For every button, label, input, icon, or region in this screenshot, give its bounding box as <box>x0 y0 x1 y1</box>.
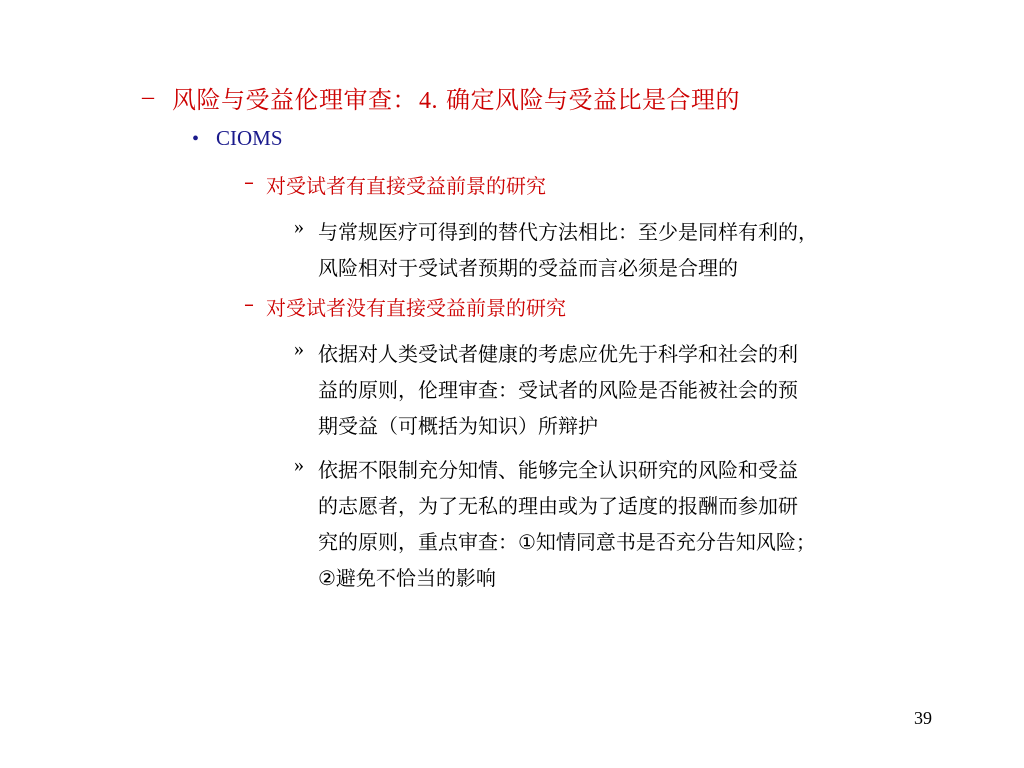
section-b-item-line: 的志愿者，为了无私的理由或为了适度的报酬而参加研 <box>318 494 798 518</box>
section-b-item-line: 益的原则，伦理审查：受试者的风险是否能被社会的预 <box>318 378 798 402</box>
section-b-title: 对受试者没有直接受益前景的研究 <box>266 296 566 320</box>
dot-bullet: • <box>192 128 200 150</box>
slide-heading <box>172 80 740 115</box>
section-a-item-line: 风险相对于受试者预期的受益而言必须是合理的 <box>318 256 738 280</box>
heading-number: 4. <box>419 88 438 114</box>
heading-label: 风险与受益伦理审查： <box>172 86 417 114</box>
dash-bullet: – <box>244 292 254 316</box>
chevron-bullet: » <box>294 454 304 476</box>
chevron-bullet: » <box>294 216 304 238</box>
section-b-item-line: 依据对人类受试者健康的考虑应优先于科学和社会的利 <box>318 342 798 366</box>
dash-bullet: – <box>244 170 254 194</box>
dash-bullet: – <box>142 84 154 110</box>
section-b-item-line: 期受益（可概括为知识）所辩护 <box>318 414 598 438</box>
chevron-bullet: » <box>294 338 304 360</box>
section-a-item-line: 与常规医疗可得到的替代方法相比：至少是同样有利的， <box>318 220 818 244</box>
section-b-item-line: 依据不限制充分知情、能够完全认识研究的风险和受益 <box>318 458 798 482</box>
section-b-item-line: ②避免不恰当的影响 <box>318 566 496 590</box>
section-b-item-line: 究的原则，重点审查：①知情同意书是否充分告知风险； <box>318 530 816 554</box>
cioms-label: CIOMS <box>216 126 283 150</box>
page-number: 39 <box>914 708 932 728</box>
section-a-title: 对受试者有直接受益前景的研究 <box>266 174 546 198</box>
heading-text: 确定风险与受益比是合理的 <box>446 86 740 114</box>
